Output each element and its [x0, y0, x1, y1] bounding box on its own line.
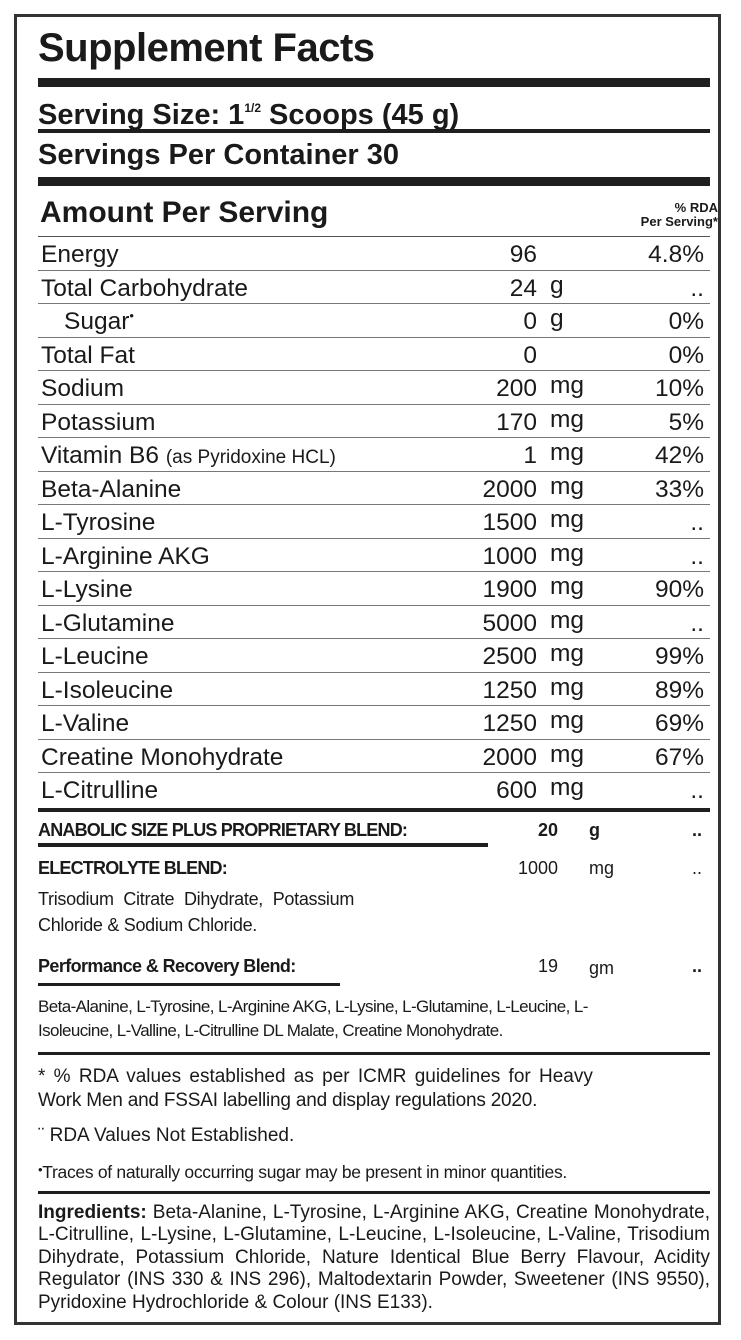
- nutrient-rda: 42%: [654, 442, 704, 469]
- nutrient-row: [38, 438, 710, 472]
- nutrient-row: [38, 539, 710, 573]
- nutrient-unit: mg: [550, 472, 585, 500]
- nutrient-name: [41, 375, 124, 403]
- nutrient-unit: mg: [550, 405, 585, 433]
- nutrient-row: [38, 606, 710, 640]
- rda-header-line1: % RDA: [674, 200, 718, 215]
- nutrient-name-text: Sugar: [64, 308, 130, 335]
- nutrient-rda: 0%: [668, 341, 704, 369]
- nutrient-name: [41, 342, 135, 370]
- footnote-not-established: ¨ RDA Values Not Established.: [38, 1124, 295, 1146]
- nutrient-unit: g: [550, 305, 564, 332]
- amount-per-serving-label: Amount Per Serving: [40, 196, 329, 229]
- nutrient-name: [41, 543, 210, 571]
- anabolic-blend-unit: g: [589, 819, 600, 840]
- nutrient-rda: 33%: [654, 475, 704, 503]
- nutrient-row: [38, 338, 710, 372]
- nutrient-unit: mg: [550, 774, 585, 801]
- electrolyte-blend-line1: Trisodium Citrate Dihydrate, Potassium: [38, 888, 355, 909]
- nutrient-unit: mg: [550, 539, 585, 567]
- ingredients-label: Ingredients:: [38, 1201, 147, 1223]
- serving-size-suffix: Scoops (45 g): [261, 99, 460, 131]
- nutrient-row: [38, 572, 710, 606]
- nutrient-name-text: Potassium: [41, 408, 156, 436]
- nutrient-value: 0: [523, 341, 537, 369]
- serving-size-prefix: Serving Size: 1: [38, 99, 245, 131]
- nutrient-name: [41, 643, 149, 671]
- nutrient-unit: mg: [550, 673, 585, 701]
- supplement-facts-panel: [38, 22, 718, 1334]
- nutrient-name: [64, 308, 134, 336]
- nutrient-name: [41, 710, 129, 738]
- nutrient-value: 1250: [482, 676, 537, 704]
- nutrient-unit: mg: [550, 707, 585, 734]
- footnote-traces: [38, 1158, 710, 1184]
- performance-blend-unit: gm: [589, 957, 615, 978]
- traces-marker: •: [38, 1161, 43, 1177]
- anabolic-blend-rda: ..: [691, 819, 702, 840]
- nutrient-name-text: Vitamin B6: [41, 442, 160, 469]
- footnote-rda-line1: * % RDA values established as per ICMR guidelines for Heavy: [38, 1065, 593, 1087]
- nutrient-rda: ..: [690, 509, 704, 536]
- nutrient-row: [38, 639, 710, 673]
- ingredients-section: [38, 1194, 710, 1334]
- nutrient-unit: mg: [550, 640, 585, 667]
- rda-header: [598, 201, 718, 229]
- nutrient-rda: 0%: [668, 308, 704, 335]
- nutrient-row: [38, 371, 710, 405]
- nutrient-value: 2000: [482, 743, 537, 771]
- nutrient-row: [38, 472, 710, 506]
- electrolyte-blend-name: ELECTROLYTE BLEND:: [38, 857, 227, 878]
- nutrient-rda: 90%: [654, 576, 704, 603]
- nutrient-name-text: Total Fat: [41, 341, 135, 369]
- nutrient-unit: mg: [550, 606, 585, 634]
- divider-thick: [38, 78, 710, 87]
- vitamin-b6-note: (as Pyridoxine HCL): [165, 447, 336, 468]
- nutrient-name: [41, 442, 336, 470]
- nutrient-unit: mg: [550, 740, 585, 768]
- anabolic-blend-value: 20: [537, 819, 558, 840]
- electrolyte-blend-line2: Chloride & Sodium Chloride.: [38, 914, 258, 935]
- electrolyte-blend-rda: ..: [691, 857, 702, 878]
- nutrient-row: [38, 405, 710, 439]
- nutrient-name-text: L-Valine: [41, 710, 130, 737]
- sugar-marker: •: [129, 308, 134, 323]
- nutrient-value: 600: [496, 777, 537, 804]
- nutrient-name: [41, 241, 119, 269]
- electrolyte-blend-section: [38, 850, 710, 954]
- performance-blend-value: 19: [537, 955, 558, 976]
- nutrient-row: [38, 740, 710, 774]
- nutrient-name-text: Beta-Alanine: [41, 475, 182, 503]
- nutrient-name-text: Energy: [41, 241, 119, 268]
- performance-blend-line2: Isoleucine, L-Valline, L-Citrulline DL Malate, Creatine Monohydrate.: [38, 1020, 503, 1040]
- nutrient-row: [38, 505, 710, 539]
- nutrient-row: [38, 706, 710, 740]
- nutrient-unit: mg: [550, 372, 585, 399]
- nutrient-value: 24: [509, 274, 537, 302]
- performance-blend-row: [38, 954, 710, 988]
- divider-thick: [38, 177, 710, 186]
- nutrient-name: [41, 275, 248, 303]
- nutrient-value: 0: [523, 308, 537, 335]
- ingredients-list: Beta-Alanine, L-Tyrosine, L-Arginine AKG, Creatine Monohydrate, L-Citrulline, L-Lysine, L-Glutamine, L-Leucine, L-Isoleucine, L-Valine, Trisodium Dihydrate, Potassium Chloride, Nature Identical Blue Berry Flavour, Acidity Regulator (INS 330 & INS 296), Maltodextarin Powder, Sweetener (INS 9550), Pyridoxine Hydrochloride & Colour (INS E133).: [38, 1201, 710, 1313]
- nutrient-name-text: Total Carbohydrate: [41, 274, 249, 302]
- nutrient-rda: ..: [690, 542, 704, 570]
- nutrient-unit: mg: [550, 506, 585, 533]
- serving-size: [38, 87, 710, 129]
- nutrient-value: 170: [496, 408, 537, 436]
- rda-header-line2: Per Serving*: [640, 214, 718, 229]
- nutrient-name: [41, 677, 173, 705]
- nutrient-rda: ..: [690, 777, 704, 804]
- traces-text: Traces of naturally occurring sugar may be present in minor quantities.: [42, 1161, 567, 1182]
- performance-blend-underline: [38, 983, 340, 986]
- amount-header: [38, 186, 718, 236]
- nutrient-name-text: L-Tyrosine: [41, 509, 156, 536]
- nutrient-row: [38, 271, 710, 305]
- serving-size-fraction: 1/2: [244, 101, 261, 115]
- nutrient-name-text: L-Isoleucine: [41, 676, 174, 704]
- nutrient-rda: 5%: [668, 408, 704, 436]
- nutrient-value: 1500: [482, 509, 537, 536]
- performance-blend-list: [38, 988, 710, 1052]
- nutrient-rda: 89%: [654, 676, 704, 704]
- electrolyte-blend-unit: mg: [589, 857, 615, 878]
- nutrient-value: 1900: [482, 576, 537, 603]
- nutrient-unit: g: [550, 271, 564, 299]
- nutrient-name-text: L-Arginine AKG: [41, 542, 210, 570]
- nutrient-value: 200: [496, 375, 537, 402]
- nutrient-value: 1000: [482, 542, 537, 570]
- nutrient-name-text: Sodium: [41, 375, 125, 402]
- nutrient-name-text: Creatine Monohydrate: [41, 743, 284, 771]
- nutrient-name: [41, 744, 283, 772]
- nutrient-table: [38, 237, 710, 806]
- nutrient-value: 2500: [482, 643, 537, 670]
- servings-per-container: Servings Per Container 30: [38, 139, 400, 171]
- nutrient-value: 1: [523, 442, 537, 469]
- anabolic-blend-row: [38, 812, 710, 846]
- performance-blend-name: Performance & Recovery Blend:: [38, 955, 296, 976]
- nutrient-rda: ..: [690, 274, 704, 302]
- nutrient-unit: mg: [550, 573, 585, 600]
- nutrient-row: [38, 237, 710, 271]
- nutrient-rda: ..: [690, 609, 704, 637]
- nutrient-name: [41, 777, 158, 805]
- nutrient-value: 96: [509, 241, 537, 268]
- panel-title: Supplement Facts: [38, 26, 375, 70]
- nutrient-rda: 69%: [654, 710, 704, 737]
- anabolic-blend-underline: [38, 843, 488, 847]
- nutrient-unit: mg: [550, 439, 585, 466]
- performance-blend-line1: Beta-Alanine, L-Tyrosine, L-Arginine AKG, L-Lysine, L-Glutamine, L-Leucine, L-: [38, 996, 588, 1016]
- nutrient-rda: 4.8%: [648, 241, 704, 268]
- nutrient-name: [41, 610, 174, 638]
- nutrient-name-text: L-Glutamine: [41, 609, 175, 637]
- nutrient-name: [41, 476, 181, 504]
- nutrient-rda: 10%: [654, 375, 704, 402]
- nutrient-name: [41, 409, 155, 437]
- nutrient-value: 5000: [482, 609, 537, 637]
- nutrient-name-text: L-Lysine: [41, 576, 133, 603]
- nutrient-rda: 67%: [654, 743, 704, 771]
- nutrient-row: [38, 673, 710, 707]
- nutrient-value: 2000: [482, 475, 537, 503]
- electrolyte-blend-value: 1000: [517, 857, 558, 878]
- anabolic-blend-name: ANABOLIC SIZE PLUS PROPRIETARY BLEND:: [38, 819, 408, 840]
- nutrient-value: 1250: [482, 710, 537, 737]
- nutrient-name-text: L-Leucine: [41, 643, 149, 670]
- performance-blend-rda: ..: [691, 955, 702, 976]
- nutrient-name: [41, 576, 133, 604]
- nutrient-name-text: L-Citrulline: [41, 777, 159, 804]
- nutrient-name: [41, 509, 155, 537]
- nutrient-rda: 99%: [654, 643, 704, 670]
- footnotes: [38, 1055, 710, 1185]
- ingredients-text: [38, 1202, 710, 1315]
- nutrient-row: [38, 304, 710, 338]
- nutrient-row: [38, 773, 710, 806]
- footnote-rda-line2: Work Men and FSSAI labelling and display regulations 2020.: [38, 1089, 538, 1111]
